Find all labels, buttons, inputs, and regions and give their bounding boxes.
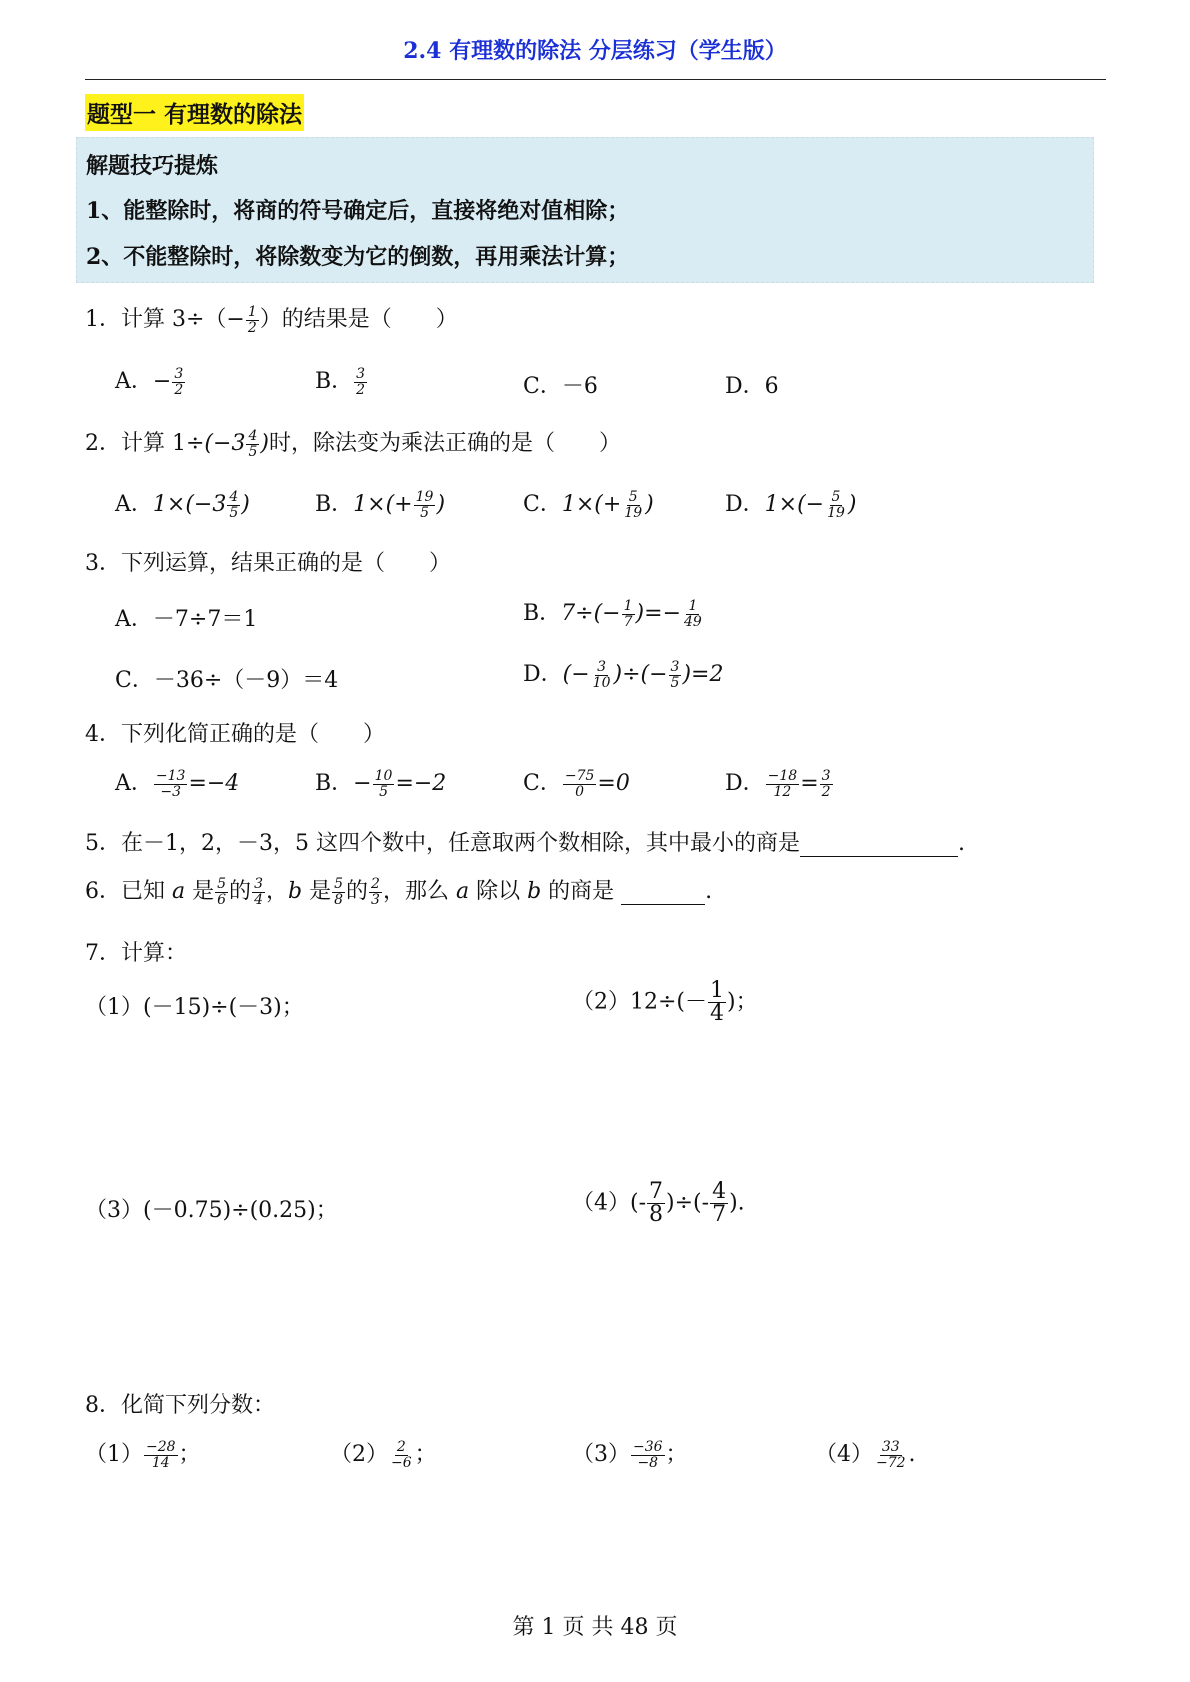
question-6: 6．已知 a 是 $\frac{5}{6}$ 的 $\frac{3}{4}$ ，b 是 $\frac{5}{8}$ 的 $\frac{2}{3}$ ，那么 a 除以 b 的商是 . bbox=[85, 875, 713, 908]
fraction: $\frac{5}{6}$ bbox=[217, 875, 227, 908]
q4-option-a[interactable]: A． $\frac{-13}{-3}$ =−4 bbox=[115, 767, 240, 800]
question-1: 1．计算 3÷（− $\frac{1}{2}$ ）的结果是（ ） bbox=[85, 303, 458, 336]
fraction: $\frac{4}{5}$ bbox=[229, 488, 239, 521]
fraction: $\frac{3}{5}$ bbox=[670, 658, 680, 691]
fraction: $\frac{5}{19}$ bbox=[624, 488, 643, 521]
fraction: $\frac{-18}{12}$ bbox=[767, 767, 798, 800]
q8-part-4: （4） $\frac{33}{-72}$ . bbox=[815, 1438, 916, 1471]
question-8: 8．化简下列分数： bbox=[85, 1393, 275, 1418]
q2-option-c[interactable]: C．1×(+ $\frac{5}{19}$ ) bbox=[523, 488, 654, 521]
fraction: $\frac{1}{7}$ bbox=[623, 597, 633, 630]
fraction: $\frac{3}{2}$ bbox=[821, 767, 831, 800]
question-2: 2．计算 1÷(−3 $\frac{4}{5}$ )时，除法变为乘法正确的是（ ） bbox=[85, 427, 621, 460]
fraction: $\frac{1}{4}$ bbox=[710, 978, 725, 1026]
q2-option-a[interactable]: A．1×(−3 $\frac{4}{5}$ ) bbox=[115, 488, 250, 521]
fraction: $\frac{2}{-6}$ bbox=[391, 1438, 412, 1471]
fraction: $\frac{3}{2}$ bbox=[356, 365, 366, 398]
fraction: $\frac{1}{49}$ bbox=[684, 597, 702, 630]
fraction: $\frac{3}{10}$ bbox=[592, 658, 611, 691]
answer-blank[interactable] bbox=[621, 879, 705, 905]
q1-option-c[interactable]: C．－6 bbox=[523, 374, 598, 399]
fraction: $\frac{2}{3}$ bbox=[371, 875, 380, 908]
page-footer: 第 1 页 共 48 页 bbox=[512, 1615, 678, 1640]
fraction: $\frac{4}{5}$ bbox=[248, 427, 258, 460]
fraction: $\frac{-13}{-3}$ bbox=[155, 767, 186, 800]
section-heading: 题型一 有理数的除法 bbox=[85, 94, 304, 131]
fraction: $\frac{-36}{-8}$ bbox=[633, 1438, 663, 1471]
fraction: $\frac{1}{2}$ bbox=[247, 303, 257, 336]
fraction: $\frac{7}{8}$ bbox=[649, 1179, 664, 1227]
title-divider bbox=[85, 79, 1106, 80]
q3-option-a[interactable]: A．－7÷7＝1 bbox=[115, 607, 258, 632]
q8-part-3: （3） $\frac{-36}{-8}$ ； bbox=[572, 1438, 688, 1471]
q4-option-b[interactable]: B．− $\frac{10}{5}$ =−2 bbox=[315, 767, 447, 800]
fraction: $\frac{-75}{0}$ bbox=[564, 767, 595, 800]
q7-part-1: （1）(－15)÷(－3)； bbox=[85, 995, 304, 1020]
q3-option-d[interactable]: D．(− $\frac{3}{10}$ )÷(− $\frac{3}{5}$ )=2 bbox=[523, 658, 724, 691]
question-3: 3．下列运算，结果正确的是（ ） bbox=[85, 551, 451, 576]
q8-part-1: （1） $\frac{-28}{14}$ ； bbox=[85, 1438, 201, 1471]
fraction: $\frac{5}{19}$ bbox=[827, 488, 845, 521]
q3-option-c[interactable]: C．－36÷（－9）＝4 bbox=[115, 668, 339, 693]
question-5: 5．在－1，2，－3，5 这四个数中，任意取两个数相除，其中最小的商是 . bbox=[85, 831, 965, 856]
tips-line-1: 1、能整除时，将商的符号确定后，直接将绝对值相除； bbox=[86, 198, 630, 224]
q2-option-b[interactable]: B．1×(+ $\frac{19}{5}$ ) bbox=[315, 488, 446, 521]
tips-heading: 解题技巧提炼 bbox=[86, 153, 219, 179]
fraction: $\frac{5}{8}$ bbox=[334, 875, 344, 908]
q7-part-2: （2）12÷(－ $\frac{1}{4}$ )； bbox=[572, 978, 758, 1026]
q3-option-b[interactable]: B．7÷(− $\frac{1}{7}$ )=− $\frac{1}{49}$ bbox=[523, 597, 702, 630]
q1-option-d[interactable]: D．6 bbox=[725, 374, 779, 399]
tips-line-2: 2、不能整除时，将除数变为它的倒数，再用乘法计算； bbox=[86, 244, 630, 270]
q1-option-a[interactable]: A．− $\frac{3}{2}$ bbox=[115, 365, 184, 398]
question-7: 7．计算： bbox=[85, 941, 187, 966]
answer-blank[interactable] bbox=[800, 831, 958, 857]
fraction: $\frac{3}{4}$ bbox=[254, 875, 263, 908]
question-4: 4．下列化简正确的是（ ） bbox=[85, 722, 385, 747]
page-title: 2.4 有理数的除法 分层练习（学生版） bbox=[403, 38, 787, 64]
fraction: $\frac{3}{2}$ bbox=[174, 365, 184, 398]
fraction: $\frac{10}{5}$ bbox=[374, 767, 393, 800]
fraction: $\frac{19}{5}$ bbox=[415, 488, 434, 521]
q8-part-2: （2） $\frac{2}{-6}$ ； bbox=[330, 1438, 437, 1471]
fraction: $\frac{33}{-72}$ bbox=[876, 1438, 906, 1471]
q7-part-4: （4）(- $\frac{7}{8}$ )÷(- $\frac{4}{7}$ ). bbox=[572, 1179, 745, 1227]
fraction: $\frac{4}{7}$ bbox=[712, 1179, 727, 1227]
q1-option-b[interactable]: B． $\frac{3}{2}$ bbox=[315, 365, 366, 398]
q4-option-c[interactable]: C． $\frac{-75}{0}$ =0 bbox=[523, 767, 630, 800]
q2-option-d[interactable]: D．1×(− $\frac{5}{19}$ ) bbox=[725, 488, 857, 521]
q4-option-d[interactable]: D． $\frac{-18}{12}$ = $\frac{3}{2}$ bbox=[725, 767, 831, 800]
q7-part-3: （3）(－0.75)÷(0.25)； bbox=[85, 1198, 338, 1223]
fraction: $\frac{-28}{14}$ bbox=[146, 1438, 176, 1471]
